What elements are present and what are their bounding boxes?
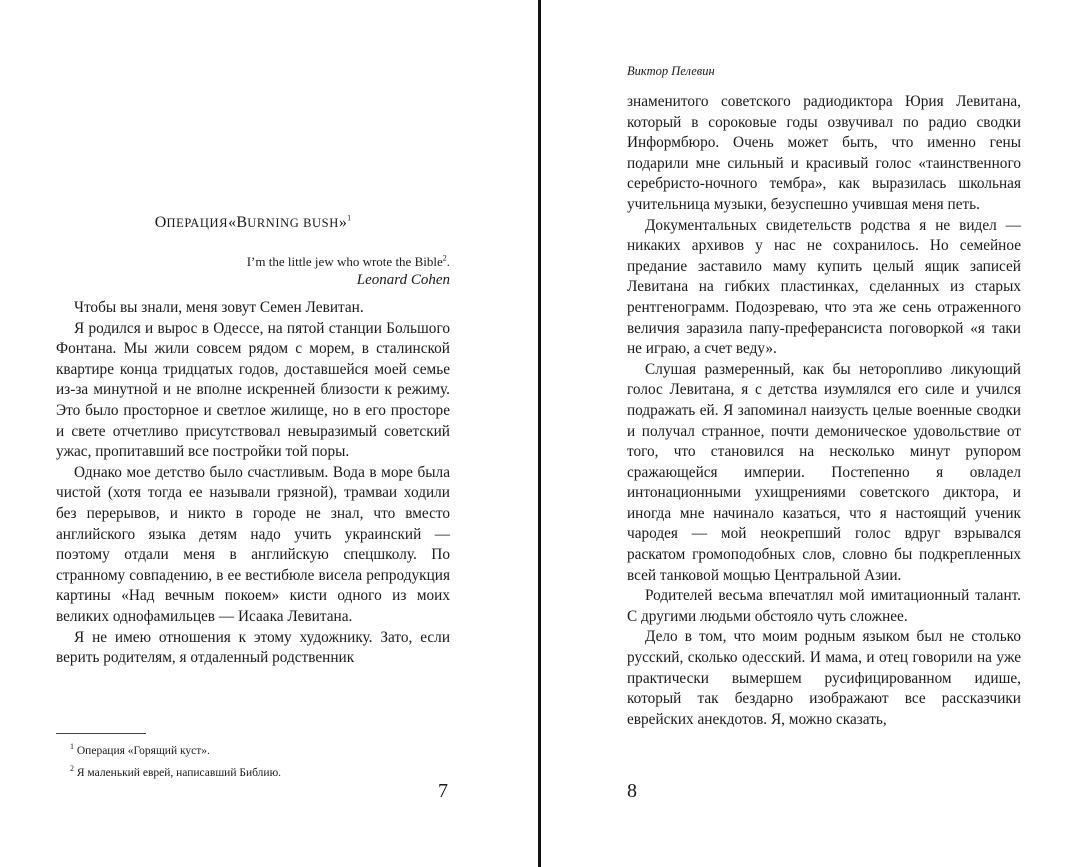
title-en-initial: B: [236, 214, 248, 231]
left-page: [0, 0, 538, 867]
title-quote-close: »: [338, 214, 348, 231]
footnote-mark: 1: [70, 742, 74, 751]
paragraph: Родителей весьма впечатлял мой имитационный талант. С другими людьми обстояло чуть сложнее.: [627, 587, 1021, 625]
chapter-title: [56, 214, 450, 232]
left-body-text: [56, 298, 450, 669]
title-rest: ПЕРАЦИЯ: [166, 216, 229, 230]
footnote-rule: [56, 733, 146, 734]
page-number-right: 8: [627, 780, 637, 802]
paragraph: Чтобы вы знали, меня зовут Семен Левитан.: [74, 299, 364, 316]
epigraph: [247, 252, 450, 290]
epigraph-line: [247, 252, 450, 271]
epigraph-punct: .: [446, 254, 450, 269]
epigraph-author: Leonard Cohen: [356, 272, 450, 288]
epigraph-footnote-mark: 2: [442, 253, 447, 263]
right-body-text: [627, 92, 1021, 730]
page-number-left: 7: [438, 780, 448, 802]
paragraph: Дело в том, что моим родным языком был не столько русский, сколько одесский. И мама, и отец говорили на уже практически вымершем русифицированном идише, который так бездарно изображают все рассказчики еврейских анекдотов. Я, можно сказать,: [627, 628, 1021, 728]
footnote-mark: 2: [70, 763, 74, 773]
paragraph: Однако мое детство было счастливым. Вода в море была чистой (хотя тогда ее называли грязной), трамваи ходили без перерывов, и никто в городе не знал, что вместо английского языка детям надо учить украинский — поэтому отдали меня в английскую спецшколу. По странному совпадению, в ее вестибюле висела репродукция картины «Над вечным покоем» кисти одного из моих великих однофамильцев — Исаака Левитана.: [56, 463, 450, 625]
title-en-rest: URNING BUSH: [247, 216, 339, 230]
footnote-text: Операция «Горящий куст».: [76, 744, 210, 757]
title-quote-open: «: [228, 214, 237, 231]
epigraph-text: I’m the little jew who wrote the Bible: [246, 254, 443, 269]
paragraph: знаменитого советского радиодиктора Юрия Левитана, который в сороковые годы озвучивал по радио сводки Информбюро. Очень может быть, что именно гены подарили мне сильный и красивый голос «таинственного серебристо-ночного тембра», как выразилась школьная учительница музыки, безуспешно учившая меня петь.: [627, 93, 1021, 213]
footnotes: [70, 738, 281, 782]
paragraph: Документальных свидетельств родства я не видел — никаких архивов у нас не сохранилось. Но семейное предание заставило маму купить целый ящик записей Левитана на гибких пластинках, сделанных из старых рентгенограмм. Подозреваю, что эта же сень отраженного величия заразила папу-преферансиста поговоркой «я таки не играю, а счет веду».: [627, 216, 1021, 358]
footnote-item: [70, 738, 281, 760]
footnote-text: Я маленький еврей, написавший Библию.: [76, 766, 282, 779]
running-head-author: Виктор Пелевин: [627, 64, 715, 78]
paragraph: Я не имею отношения к этому художнику. Зато, если верить родителям, я отдаленный родственник: [56, 628, 450, 667]
title-footnote-mark: 1: [347, 213, 352, 223]
paragraph: Я родился и вырос в Одессе, на пятой станции Большого Фонтана. Мы жили совсем рядом с морем, в сталинской квартире конца тридцатых годов, доставшейся моей семье из-за минутной и не вполне искренней близости к режиму. Это было просторное и светлое жилище, но в его просторе и свете отчетливо присутствовал невыразимый советский ужас, пропитавший все постройки той поры.: [56, 319, 450, 461]
paragraph: Слушая размеренный, как бы неторопливо ликующий голос Левитана, я с детства изумлялся его силе и учился подражать ей. Я запоминал наизусть целые военные сводки и получал странное, почти демоническое удовольствие от того, что становился на несколько минут рупором сражающейся империи. Постепенно я овладел интонационными ухищрениями советского диктора, и иногда мне начинало казаться, что я настоящий ученик чародея — мой неокрепший голос вдруг взрывался раскатом громоподобных слов, словно бы подкрепленных всей танковой мощью Центральной Азии.: [627, 360, 1021, 584]
title-initial: О: [154, 214, 167, 231]
footnote-item: [70, 760, 281, 782]
